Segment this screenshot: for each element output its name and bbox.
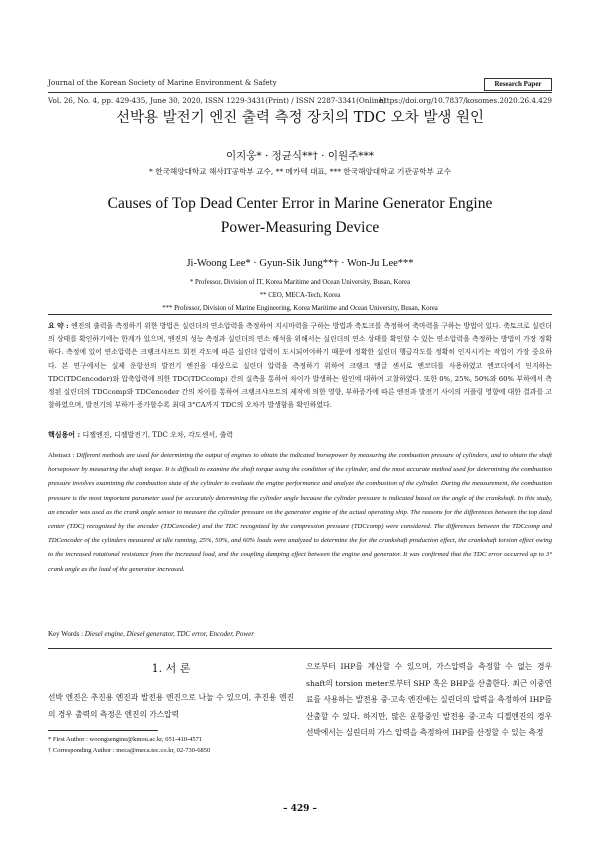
abstract-top-rule [48,314,552,315]
keywords-english [48,630,552,638]
keywords-english-text: Diesel engine, Diesel generator, TDC error, Encoder, Power [84,630,254,638]
affiliations-korean: * 한국해양대학교 해사IT공학부 교수, ** 메카텍 대표, *** 한국해양대학교 기관공학부 교수 [149,167,451,176]
section-heading: 1. 서 론 [151,662,191,675]
title-english-line-2: Power-Measuring Device [220,219,380,236]
abstract-korean-text: 엔진의 출력을 측정하기 위한 방법은 실린더의 연소압력을 측정하여 지시마력을 구하는 방법과 축토크를 측정하여 축마력을 구하는 방법이 있다. 축토크로 실린더의 상태를 확인하기에는 한계가 있으며, 엔진의 성능 측정과 실린더의 연소 해석을 위해서는 실린더의 연소 상태를 확인할 수 있는 연소압력을 측정하는 방법이 가장 정확하다. 측정에 있어 연소압력은 크랭크샤프트 회전 각도에 따른 실린더 압력이 도시되어야하기 때문에 정확한 실린더 행급각도를 정확히 인지시키는 작업이 가장 중요하다. 본 연구에서는 실제 운항선의 발전기 엔진을 대상으로 실린더 압력을 측정하기 위하여 크랭크 앵글 센서로 엔코더를 사용하였고 엔코더에서 인지하는 TDC(TDCencoder)와 압축압력에 의한 TDC(TDCcomp) 간의 실측을 통하여 차이가 발생하는 원인에 대하여 고찰하였다. 또한 0%, 25%, 50%와 60% 부하에서 측정된 실린더의 TDCcomp와 TDCencoder 간의 차이를 통하여 크랭크샤프트의 제작에 의한 영향, 부하증가에 따른 엔진과 발전기 사이의 커플링 영향에 대한 결과를 고찰하였으며, 발전기의 부하가 증가할수록 최대 3°CA까지 TDC의 오차가 발생함을 확인하였다. [48,322,552,410]
body-column-right: 으로부터 IHP를 계산할 수 있으며, 가스압력을 측정할 수 없는 경우 shaft의 torsion meter로부터 SHP 혹은 BHP을 산출한다. 최근 이중연료를 사용하는 발전용 중·고속 엔진에는 실린더의 압력을 측정하여 IHP를 산출할 수 있다. 하지만, 많은 운항중인 발전용 중·고속 디젤엔진의 경우 선박에서는 실린더의 가스 압력을 측정하여 IHP를 산정할 수 있는 측정 [306,662,552,737]
footnotes [48,734,294,756]
affiliations-english [48,276,552,315]
footnote-corresponding-author: † Corresponding Author : meca@meca.tec.co.kr, 02-730-6850 [48,747,211,754]
title-english-line-1: Causes of Top Dead Center Error in Marine Generator Engine [107,195,493,212]
keywords-english-label: Key Words : [48,630,85,638]
header-rule [48,92,552,93]
abstract-english-text: Different methods are used for determining the output of engines to obtain the indicated horsepower by measuring the combustion pressure of cylinders, and to obtain the shaft horsepower by measuring the shaft torque. It is difficult to examine the shaft torque using the condition of the cylinder, and the most accurate method used for determining the combustion pressure involves examining the combustion state of the cylinder to evaluate the engine performance and analyze the combustion of the cylinder. During the measurement, the combustion pressure is the most important parameter used for accurately determining the cylinder angle because the cylinder pressure is indicated based on the angle of the crankshaft. In this study, an encoder was used as the crank angle sensor to measure the cylinder pressure on the generator engine of the actual operating ship. The reasons for the differences between the top dead center (TDC) recognized by the encoder (TDCencoder) and the TDC recognized by the compression pressure (TDCcomp) were considered. The differences between the TDCcomp and TDCencoder of the cylinders measured at idle running, 25%, 50%, and 60% loads were analyzed to determine the for the crankshaft production effect, the crankshaft torsion effect owing to the increased rotational resistance from the increased load, and the coupling damping effect between the engine and generator. It was confirmed that the TDC error occurred up to 3° crank angle as the load of the generator increased. [48,452,553,573]
abstract-english-label: Abstract : [48,452,77,459]
footnote-rule [48,730,158,731]
doi-link[interactable]: https://doi.org/10.7837/kosomes.2020.26.4.429 [379,96,552,105]
article-type-badge: Research Paper [484,78,552,91]
title-english [48,192,552,240]
affiliation-1: * Professor, Division of IT, Korea Maritime and Ocean University, Busan, Korea [189,279,411,286]
keywords-korean-text: 디젤엔진, 디젤발전기, TDC 오차, 각도센서, 출력 [82,431,234,439]
affiliation-3: *** Professor, Division of Marine Engineering, Korea Maritime and Ocean University, Busan, Korea [162,305,438,312]
abstract-english [48,449,552,577]
keywords-korean [48,430,552,440]
abstract-korean [48,320,552,412]
abstract-korean-label: 요 약 : [48,322,72,330]
footnote-first-author: * First Author : woongsengine@kmou.ac.kr, 051-410-4571 [48,736,203,743]
abstract-bottom-rule [48,648,552,649]
affiliation-2: ** CEO, MECA-Tech, Korea [259,292,341,299]
volume-info: Vol. 26, No. 4, pp. 429-435, June 30, 2020, ISSN 1229-3431(Print) / ISSN 2287-3341(Online) [48,96,386,105]
authors-english: Ji-Woong Lee* · Gyun-Sik Jung**† · Won-Ju Lee*** [186,258,414,269]
title-korean: 선박용 발전기 엔진 출력 측정 장치의 TDC 오차 발생 원인 [115,110,485,126]
journal-name: Journal of the Korean Society of Marine Environment & Safety [48,78,277,87]
page-number: – 429 – [282,804,318,814]
keywords-korean-label: 핵심용어 : [48,430,83,439]
body-column-left: 선박 엔진은 추진용 엔진과 발전용 엔진으로 나눌 수 있으며, 추진용 엔진의 경우 출력의 측정은 엔진의 가스압력 [48,693,294,719]
authors-korean: 이지웅* · 정균식**† · 이원주*** [225,150,375,162]
